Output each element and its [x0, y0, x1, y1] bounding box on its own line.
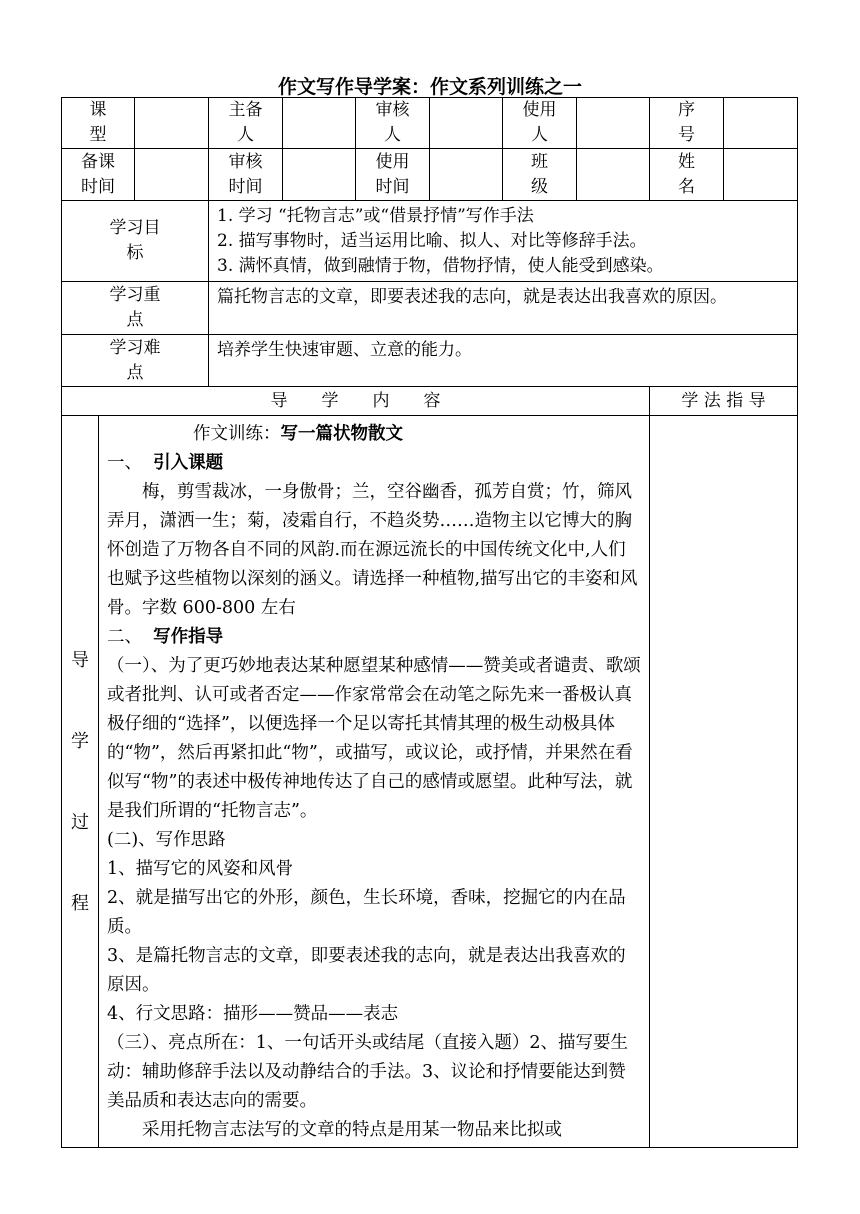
difficulty-label: 学习难 点	[62, 335, 209, 387]
prep-time-label: 备课 时间	[62, 149, 135, 201]
goals-label: 学习目 标	[62, 201, 209, 282]
reviewer-label: 审核 人	[356, 98, 430, 149]
header-row-2	[62, 149, 798, 201]
focus-label: 学习重 点	[62, 282, 209, 335]
name-value	[724, 149, 798, 201]
section-1-heading: 一、 引入课题	[107, 453, 224, 473]
prep-time-value	[135, 149, 209, 201]
paragraph-5: 3、是篇托物言志的文章，即要表述我的志向，就是表达出我喜欢的原因。	[107, 946, 626, 995]
difficulty-content: 培养学生快速审题、立意的能力。	[209, 335, 798, 387]
course-type-label: 课 型	[62, 98, 135, 149]
guide-content-header: 导 学 内 容	[62, 387, 650, 416]
paragraph-4: 2、就是描写出它的外形，颜色，生长环境，香味，挖掘它的内在品质。	[107, 888, 626, 937]
study-method-header: 学 法 指 导	[650, 387, 798, 416]
paragraph-6: 4、行文思路：描形——赞品——表志	[107, 1004, 399, 1024]
paragraph-8: 采用托物言志法写的文章的特点是用某一物品来比拟或	[142, 1120, 562, 1140]
use-time-label: 使用 时间	[356, 149, 430, 201]
study-method-column	[650, 416, 798, 1148]
name-label: 姓 名	[650, 149, 724, 201]
course-type-value	[135, 98, 209, 149]
guide-header-row	[62, 387, 798, 416]
serial-label: 序 号	[650, 98, 724, 149]
paragraph-7: （三）、亮点所在：1、一句话开头或结尾（直接入题）2、描写要生动：辅助修辞手法以及动静结合的手法。3、议论和抒情要能达到赞美品质和表达志向的需要。	[107, 1033, 629, 1111]
preparer-value	[283, 98, 356, 149]
class-label: 班 级	[503, 149, 577, 201]
lesson-plan-table	[61, 97, 798, 1148]
focus-content: 篇托物言志的文章，即要表述我的志向，就是表达出我喜欢的原因。	[209, 282, 798, 335]
paragraph-1: （一）、为了更巧妙地表达某种愿望某种感情——赞美或者谴责、歌颂或者批判、认可或者否定——作家常常会在动笔之际先来一番极认真极仔细的“选择”，以便选择一个足以寄托其情其理的极生动极具体的“物”，然后再紧扣此“物”，或描写，或议论，或抒情，并果然在看似写“物”的表述中极传神地传达了自己的感情或愿望。此种写法，就是我们所谓的“托物言志”。	[107, 656, 641, 821]
intro-paragraph: 梅，剪雪裁冰，一身傲骨；兰，空谷幽香，孤芳自赏；竹，筛风弄月，潇洒一生；菊，凌霜自行，不趋炎势……造物主以它博大的胸怀创造了万物各自不同的风韵.而在源远流长的中国传统文化中,人们也赋予这些植物以深刻的涵义。请选择一种植物,描写出它的丰姿和风骨。字数 600-800 左右	[107, 482, 638, 618]
class-value	[577, 149, 650, 201]
goals-row	[62, 201, 798, 282]
document-title: 作文写作导学案：作文系列训练之一	[277, 76, 582, 98]
reviewer-value	[430, 98, 503, 149]
paragraph-2: (二)、写作思路	[107, 830, 226, 850]
goal-item: 3. 满怀真情，做到融情于物，借物抒情，使人能受到感染。	[217, 255, 664, 276]
goals-content	[209, 201, 798, 282]
review-time-value	[283, 149, 356, 201]
user-label: 使用 人	[503, 98, 577, 149]
preparer-label: 主备 人	[209, 98, 283, 149]
review-time-label: 审核 时间	[209, 149, 283, 201]
guide-content	[99, 416, 650, 1148]
goal-item: 2. 描写事物时，适当运用比喻、拟人、对比等修辞手法。	[217, 230, 647, 251]
use-time-value	[430, 149, 503, 201]
paragraph-3: 1、描写它的风姿和风骨	[107, 859, 294, 879]
user-value	[577, 98, 650, 149]
header-row-1	[62, 98, 798, 149]
focus-row	[62, 282, 798, 335]
serial-value	[724, 98, 798, 149]
process-label: 导 学 过 程	[62, 416, 99, 1148]
section-2-heading: 二、 写作指导	[107, 627, 224, 647]
goal-item: 1. 学习 “托物言志”或“借景抒情”写作手法	[217, 205, 534, 226]
difficulty-row	[62, 335, 798, 387]
content-heading: 作文训练：写一篇状物散文	[193, 424, 403, 444]
process-row	[62, 416, 798, 1148]
